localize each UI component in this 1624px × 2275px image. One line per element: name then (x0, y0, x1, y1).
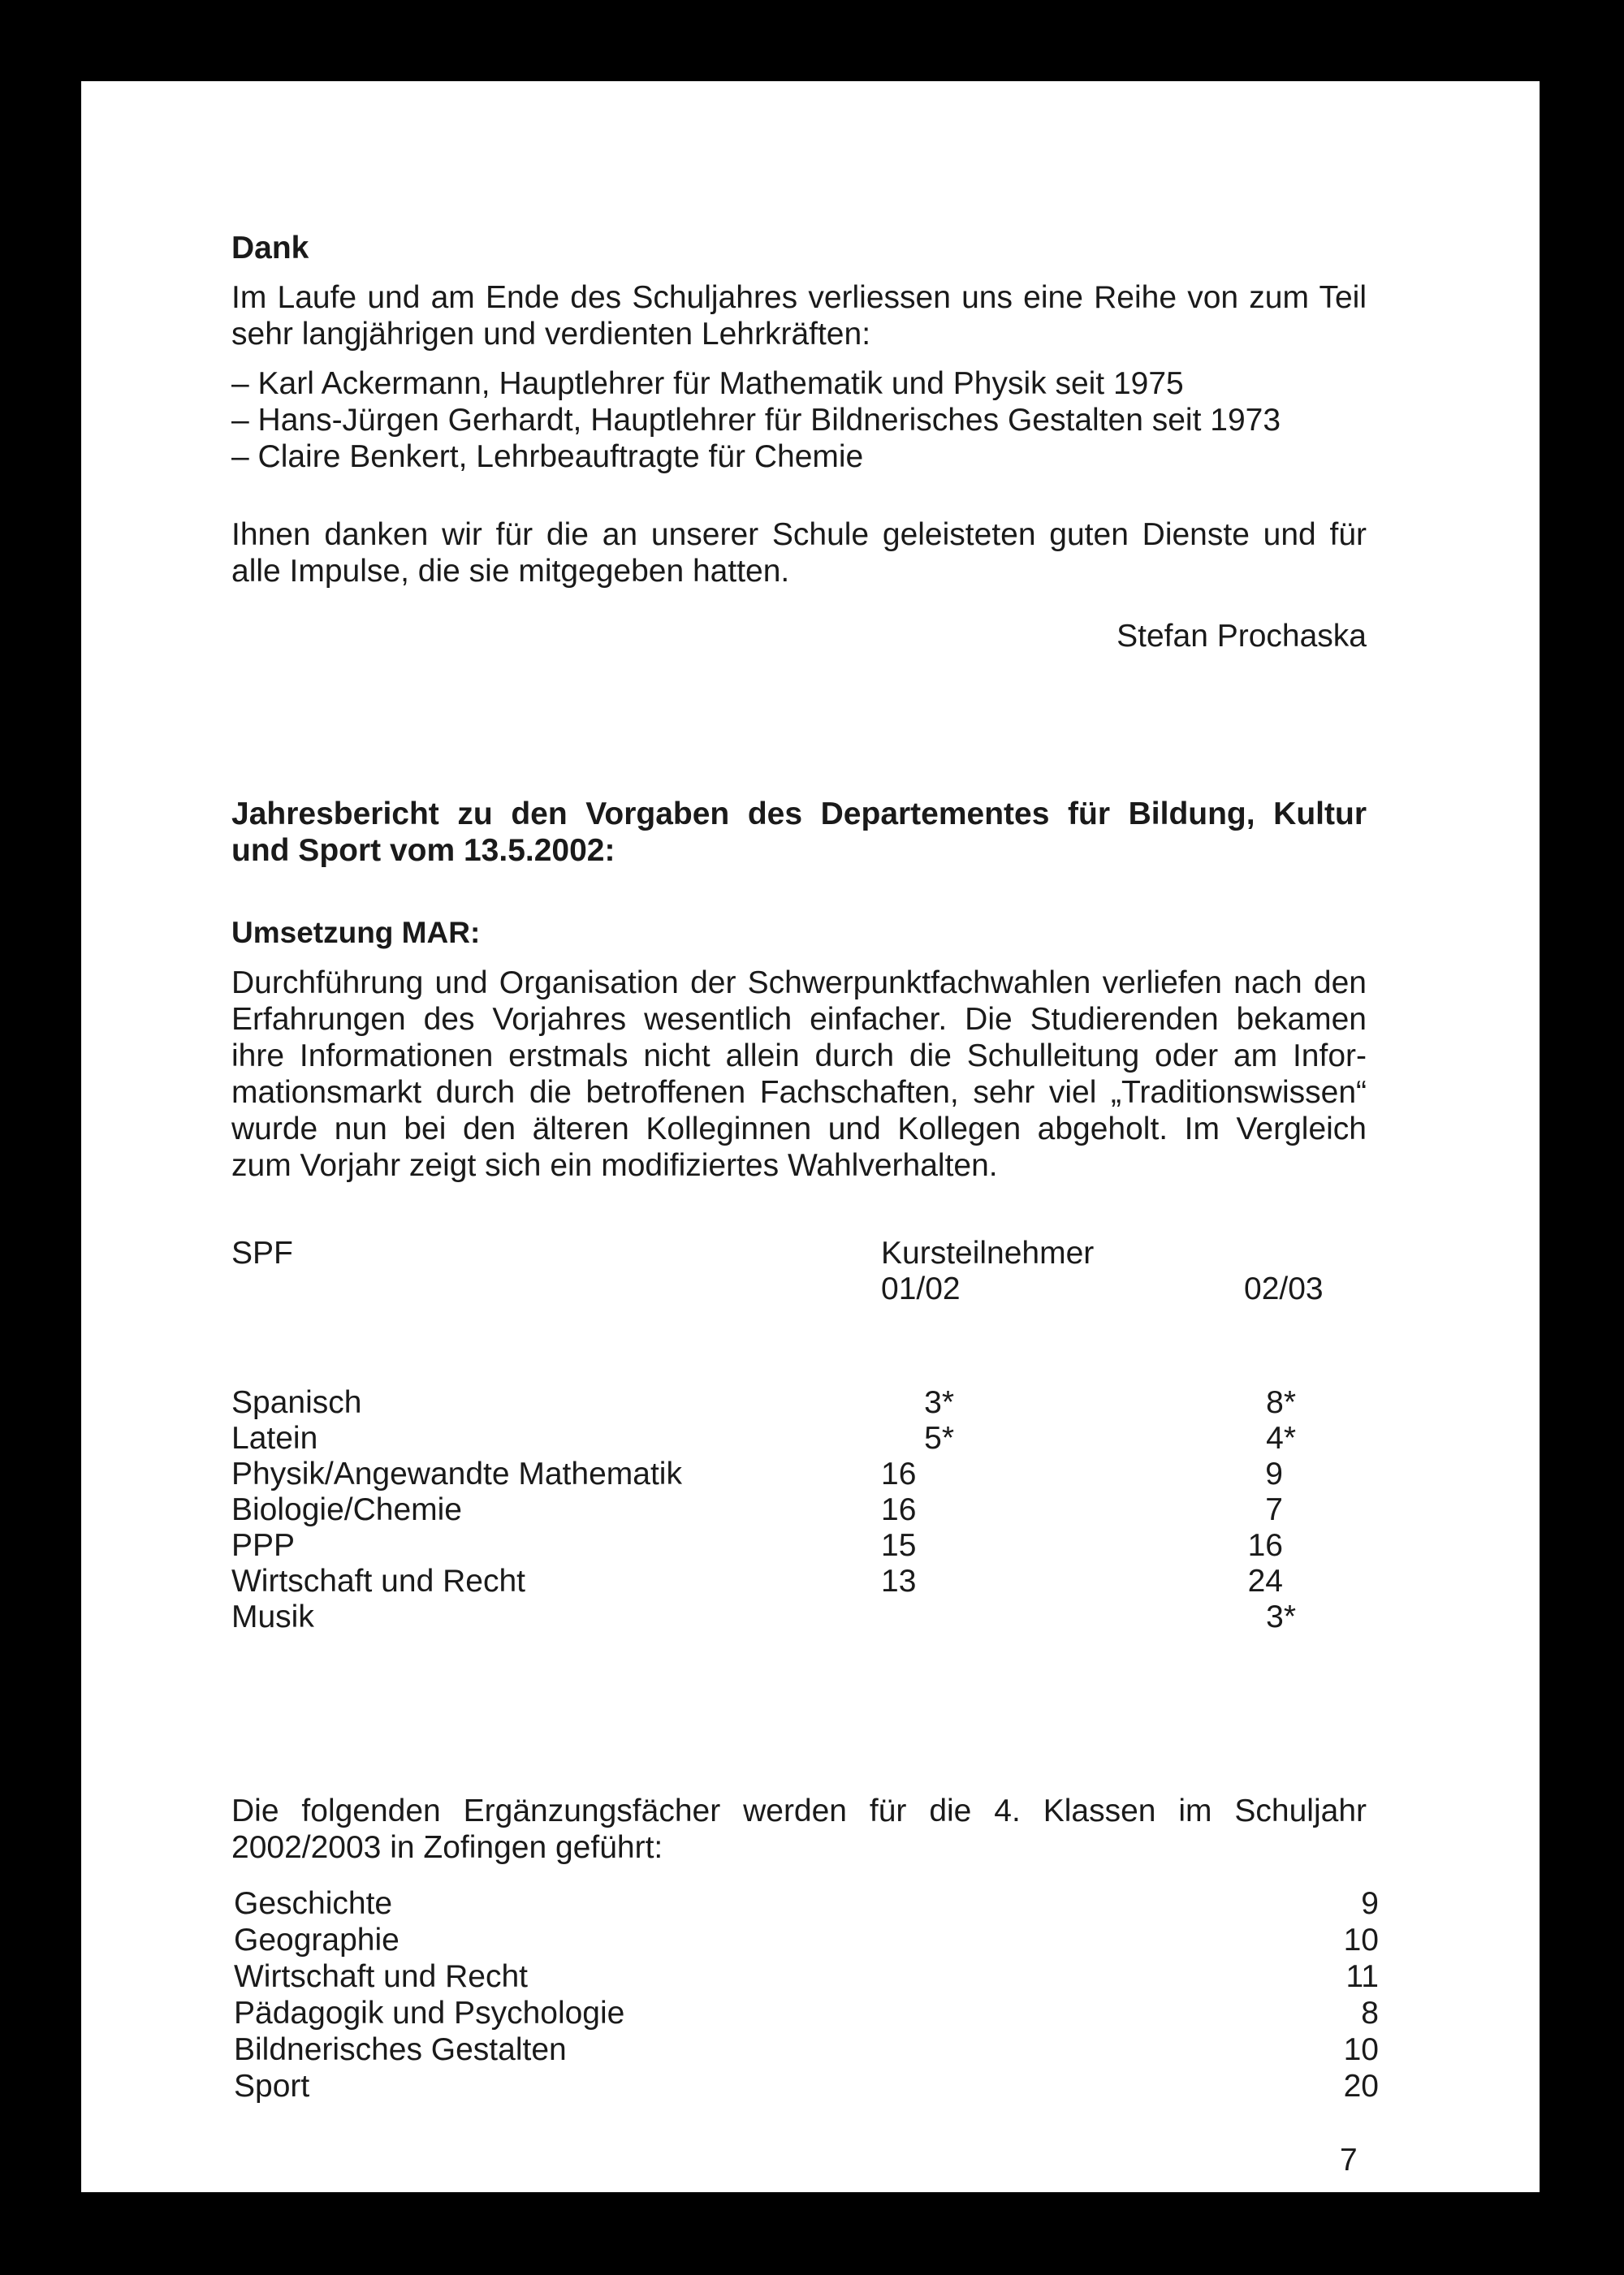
spf-y2: 8* (1266, 1385, 1296, 1420)
dank-list-item: – Hans-Jürgen Gerhardt, Hauptlehrer für Bildnerisches Gestalten seit 1973 (231, 403, 1281, 438)
report-paragraph-line: Durchführung und Organisation der Schwerpunktfachwahlen verliefen nach den (231, 965, 1367, 1000)
list-item (234, 1995, 1379, 2031)
report-subheading: Umsetzung MAR: (231, 916, 481, 949)
spf-col-subject: SPF (231, 1236, 293, 1271)
spf-y1: 3* (924, 1385, 954, 1420)
spf-subject: Latein (231, 1421, 318, 1456)
spf-y1: 16 (881, 1492, 917, 1527)
list-item (234, 1958, 1379, 1995)
dank-intro (231, 279, 1367, 352)
dank-intro-line: sehr langjährigen und verdienten Lehrkräften: (231, 317, 871, 352)
signature: Stefan Prochaska (1116, 619, 1367, 654)
spf-y1: 13 (881, 1564, 917, 1599)
spf-y2: 9 (1265, 1457, 1283, 1491)
report-paragraph-line: zum Vorjahr zeigt sich ein modifiziertes Wahlverhalten. (231, 1148, 998, 1183)
spf-y1: 15 (881, 1528, 917, 1563)
spf-y2: 24 (1247, 1564, 1283, 1599)
ef-subject: Geschichte (234, 1886, 393, 1921)
spf-y2: 7 (1265, 1492, 1283, 1527)
ef-list (234, 1885, 1379, 2104)
list-item (234, 2068, 1379, 2104)
ef-count: 10 (1343, 2032, 1379, 2067)
dank-thanks-line: alle Impulse, die sie mitgegeben hatten. (231, 554, 790, 589)
table-row (231, 1456, 1393, 1491)
list-item (234, 1922, 1379, 1958)
ef-subject: Geographie (234, 1923, 400, 1958)
spf-y1: 5* (924, 1421, 954, 1456)
ef-count: 10 (1343, 1923, 1379, 1958)
table-row (231, 1527, 1393, 1563)
ef-count: 9 (1361, 1886, 1379, 1921)
spf-subject: Biologie/Chemie (231, 1492, 462, 1527)
ef-count: 8 (1361, 1996, 1379, 2031)
ef-intro (231, 1793, 1367, 1866)
dank-thanks (231, 516, 1367, 589)
spf-col-year2: 02/03 (1244, 1271, 1324, 1306)
dank-intro-line: Im Laufe und am Ende des Schuljahres verliessen uns eine Reihe von zum Teil (231, 280, 1367, 315)
report-paragraph-line: ihre Informationen erstmals nicht allein durch die Schulleitung oder am Infor- (231, 1038, 1367, 1073)
document-page (81, 81, 1540, 2192)
table-row (231, 1384, 1393, 1420)
ef-count: 11 (1345, 1959, 1379, 1994)
table-row (231, 1563, 1393, 1599)
page-number: 7 (1340, 2143, 1358, 2178)
spf-subject: Spanisch (231, 1385, 362, 1420)
report-paragraph-line: Erfahrungen des Vorjahres wesentlich einfacher. Die Studierenden bekamen (231, 1002, 1367, 1037)
ef-subject: Sport (234, 2069, 310, 2104)
spf-subject: Musik (231, 1599, 314, 1634)
table-row (231, 1491, 1393, 1527)
ef-count: 20 (1343, 2069, 1379, 2104)
spf-subject: PPP (231, 1528, 296, 1563)
report-paragraph (231, 965, 1367, 1184)
spf-col-year1: 01/02 (881, 1271, 961, 1306)
spf-y2: 16 (1247, 1528, 1283, 1563)
ef-intro-line: Die folgenden Ergänzungsfächer werden für die 4. Klassen im Schuljahr (231, 1794, 1367, 1828)
table-row (231, 1599, 1393, 1634)
spf-col-group: Kursteilnehmer (881, 1236, 1095, 1271)
spf-subject: Wirtschaft und Recht (231, 1564, 525, 1599)
report-heading-line: und Sport vom 13.5.2002: (231, 833, 615, 868)
list-item (234, 2031, 1379, 2068)
ef-subject: Wirtschaft und Recht (234, 1959, 528, 1994)
report-paragraph-line: mationsmarkt durch die betroffenen Fachschaften, sehr viel „Traditionswissen“ (231, 1075, 1367, 1110)
report-heading (231, 796, 1367, 869)
ef-subject: Pädagogik und Psychologie (234, 1996, 625, 2031)
spf-y1: 16 (881, 1457, 917, 1491)
spf-rows (231, 1384, 1393, 1634)
spf-y2: 4* (1266, 1421, 1296, 1456)
dank-thanks-line: Ihnen danken wir für die an unserer Schule geleisteten guten Dienste und für (231, 517, 1367, 552)
dank-list-item: – Karl Ackermann, Hauptlehrer für Mathematik und Physik seit 1975 (231, 366, 1184, 401)
ef-intro-line: 2002/2003 in Zofingen geführt: (231, 1830, 663, 1865)
list-item (234, 1885, 1379, 1922)
report-paragraph-line: wurde nun bei den älteren Kolleginnen und Kollegen abgeholt. Im Vergleich (231, 1112, 1367, 1146)
report-heading-line: Jahresbericht zu den Vorgaben des Departementes für Bildung, Kultur (231, 796, 1367, 831)
table-row (231, 1420, 1393, 1456)
dank-list-item: – Claire Benkert, Lehrbeauftragte für Chemie (231, 439, 864, 474)
dank-list (231, 365, 1281, 475)
dank-heading: Dank (231, 231, 309, 265)
ef-subject: Bildnerisches Gestalten (234, 2032, 567, 2067)
spf-subject: Physik/Angewandte Mathematik (231, 1457, 682, 1491)
spf-y2: 3* (1266, 1599, 1296, 1634)
